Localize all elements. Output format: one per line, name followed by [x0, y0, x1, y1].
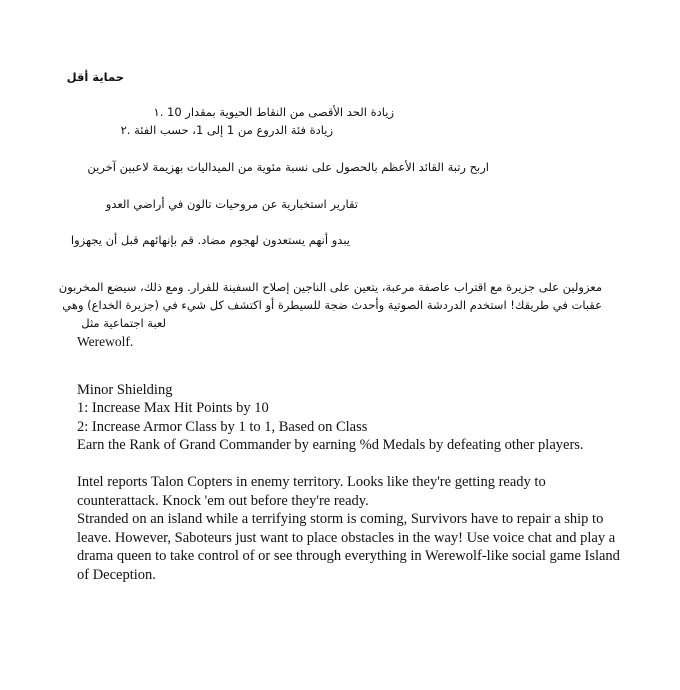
arabic-island-line-2: عقبات في طريقك! استخدم الدردشة الصوتية وأحدث ضجة للسيطرة أو اكتشف كل شيء في (جزيرة الخداع) وهي — [62, 298, 602, 312]
arabic-line-2: زيادة فئة الدروع من 1 إلى 1، حسب الفئة .٢ — [120, 123, 333, 137]
arabic-reports-text: تقارير استخبارية عن مروحيات تالون في أراضي العدو — [105, 197, 358, 211]
english-medals-text: Earn the Rank of Grand Commander by earning %d Medals by defeating other players. — [77, 437, 584, 453]
english-line-1: 1: Increase Max Hit Points by 10 — [77, 400, 269, 416]
arabic-medals-text: اربح رتبة القائد الأعظم بالحصول على نسبة مئوية من الميداليات بهزيمة لاعبين آخرين — [87, 160, 489, 174]
arabic-line-1: زيادة الحد الأقصى من النقاط الحيوية بمقدار 10 .١ — [153, 105, 394, 119]
english-line-2: 2: Increase Armor Class by 1 to 1, Based on Class — [77, 419, 368, 435]
arabic-island-line-1: معزولين على جزيرة مع اقتراب عاصفة مرعبة، يتعين على الناجين إصلاح السفينة للفرار. ومع ذلك، سيضع المخربون — [58, 280, 602, 294]
arabic-counterattack-text: يبدو أنهم يستعدون لهجوم مضاد. قم بإنهائهم قبل أن يجهزوا — [70, 233, 350, 247]
english-island-text: Stranded on an island while a terrifying storm is coming, Survivors have to repair a ship to leave. However, Saboteurs just want to place obstacles in the way! Use voice chat and play a drama queen to take control of or see through everything in Werewolf-like social game Island of Deception. — [77, 511, 620, 583]
arabic-werewolf-word: Werewolf. — [77, 334, 134, 349]
arabic-title: حماية أقل — [66, 70, 124, 84]
english-reports-text: Intel reports Talon Copters in enemy territory. Looks like they're getting ready to counterattack. Knock 'em out before they're ready. — [77, 474, 546, 509]
english-title: Minor Shielding — [77, 382, 173, 398]
arabic-island-line-3: لعبة اجتماعية مثل — [81, 316, 166, 330]
